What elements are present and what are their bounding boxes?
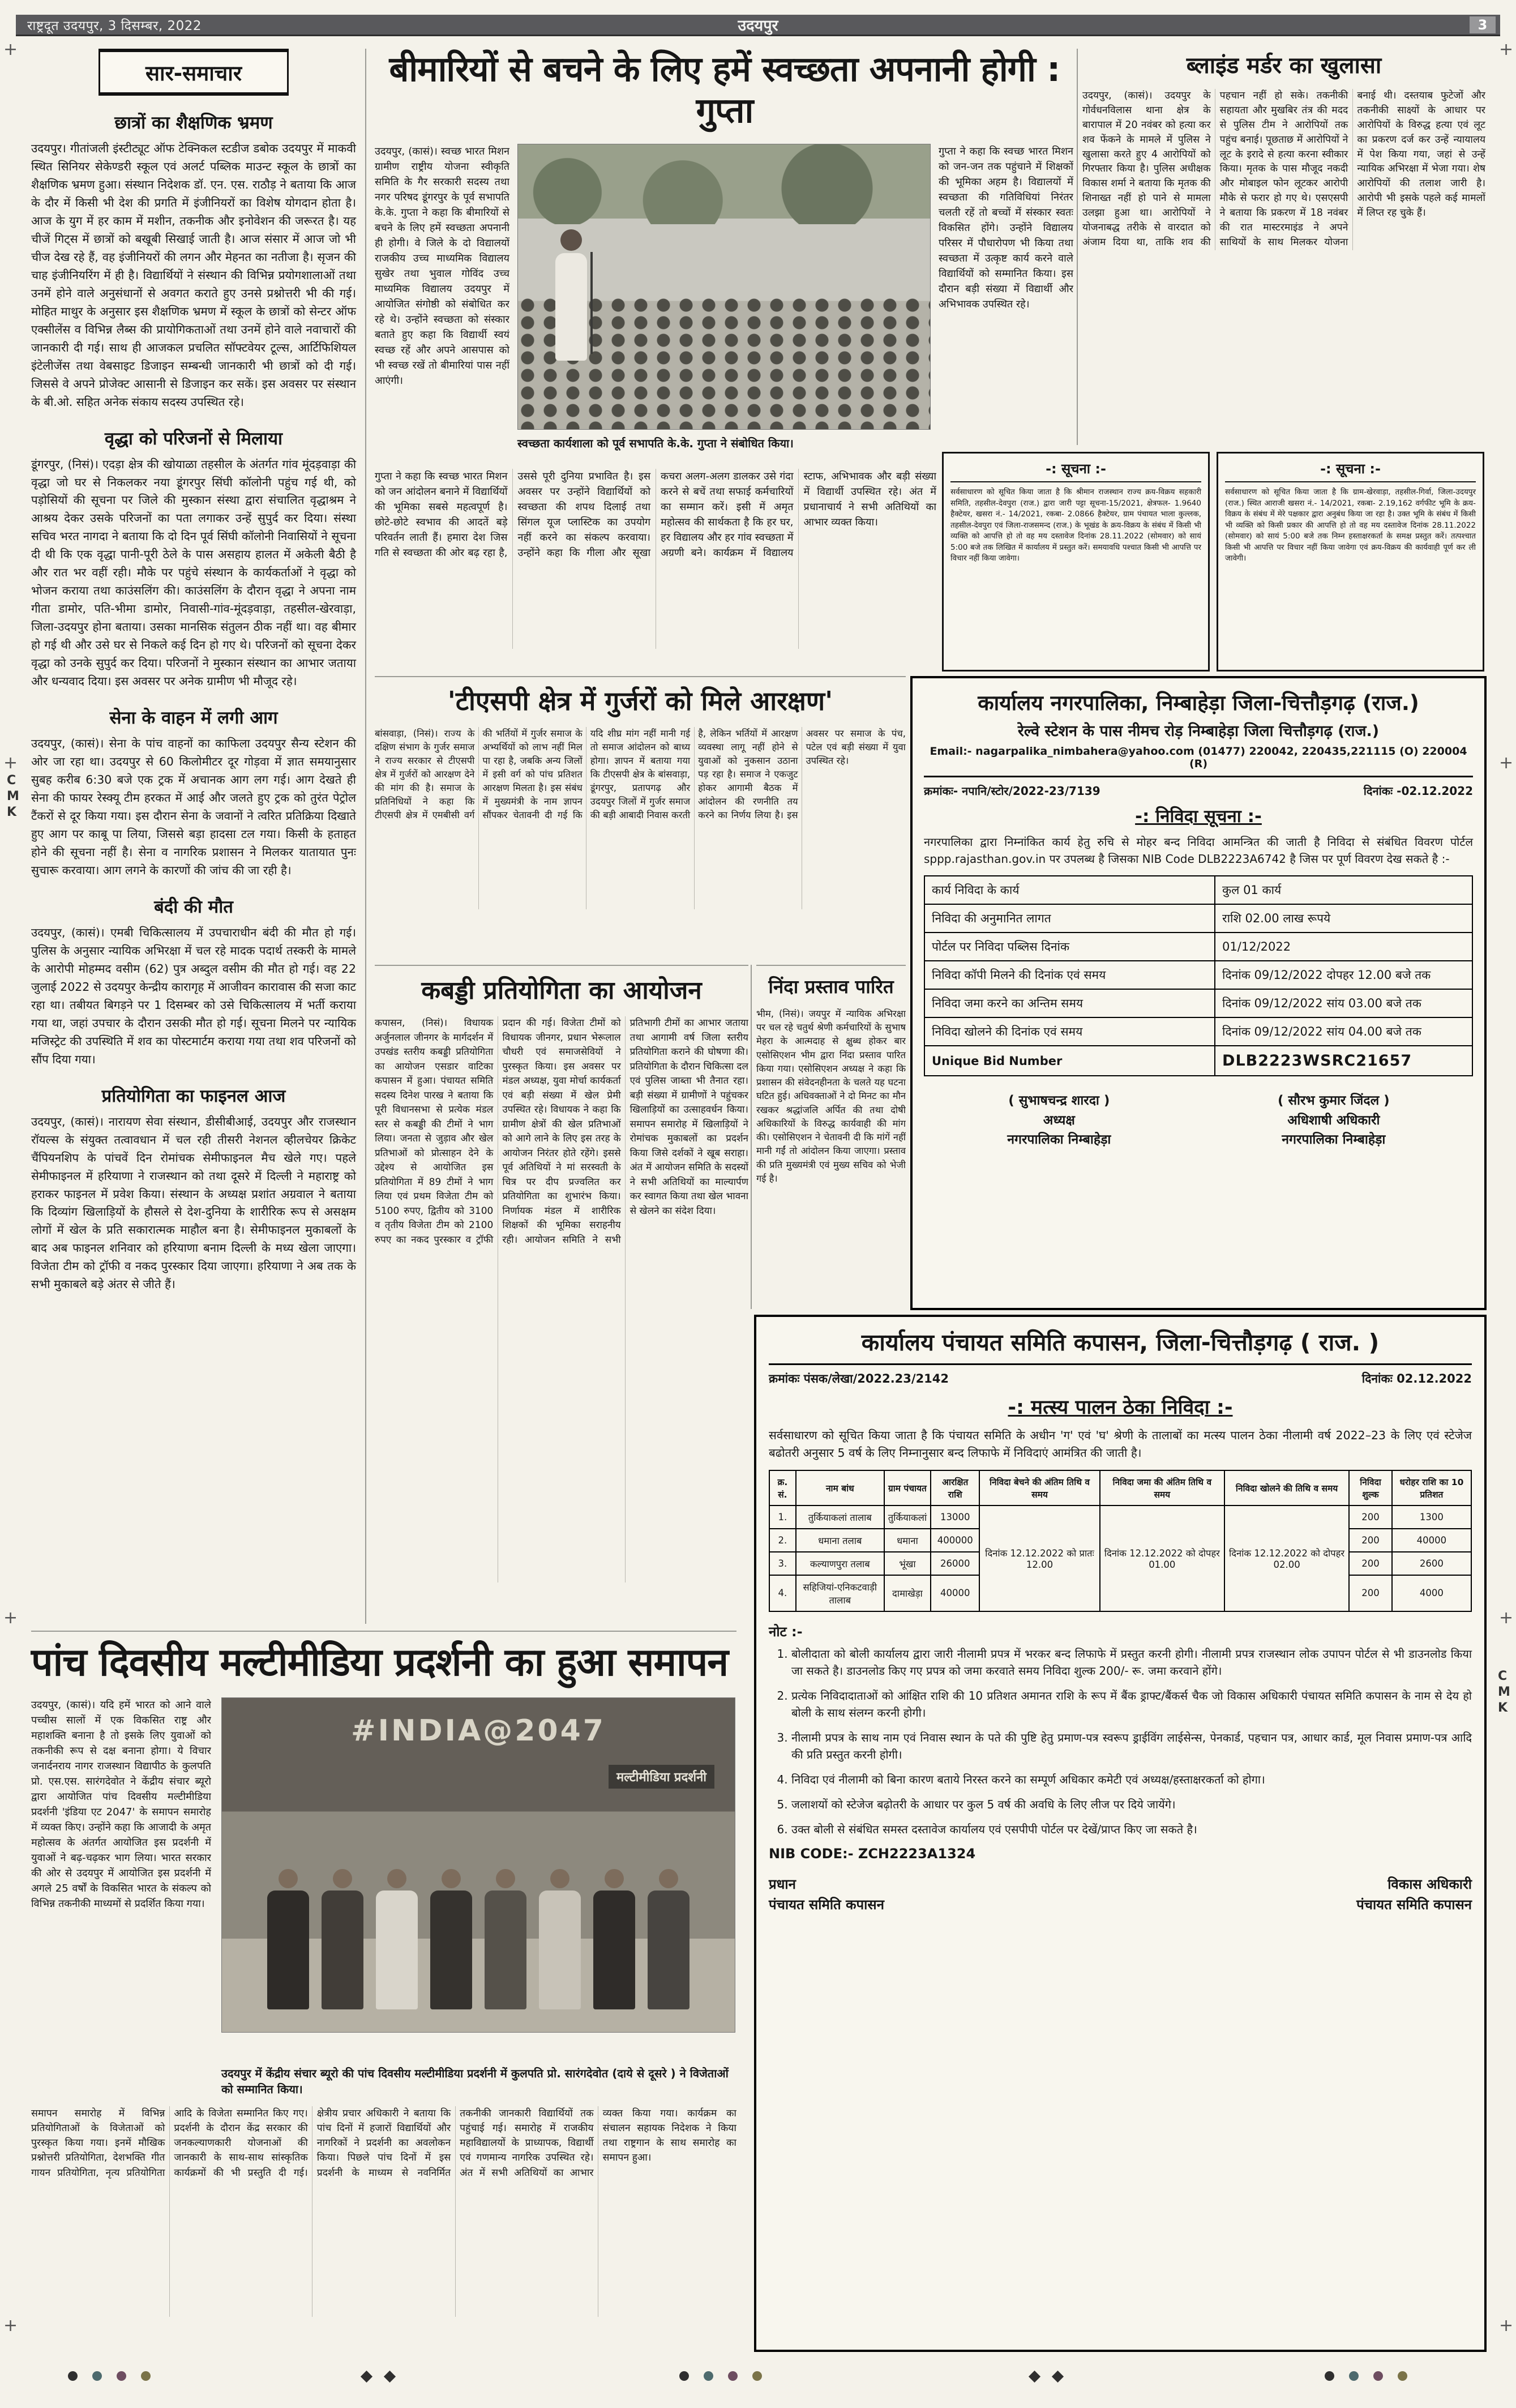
table-row: 4. सहिजियां-एनिकटवाड़ी तालाब दामाखेड़ा 40000 200 4000 (769, 1575, 1471, 1611)
photo-banner-text: #INDIA@2047 (351, 1713, 606, 1748)
cmk-m: M (1498, 1685, 1510, 1699)
row-value: राशि 02.00 लाख रूपये (1215, 904, 1472, 933)
cmk-m: M (7, 789, 19, 803)
masthead (16, 15, 1500, 36)
sign-name: ( सौरभ कुमार जिंदल ) (1277, 1093, 1390, 1108)
notice-body: सर्वसाधारण को सूचित किया जाता है कि श्रीमान राजस्थान राज्य क्रय-विक्रय सहकारी समिति, तहसील-देवपुरा (राज.) द्वारा जारी पट्टा सूचना-15/2021, क्षेत्रफल- 1.9640 हैक्टेयर, खसरा नं.- 14/2021, रकबा- 2.0866 हैक्टेयर, ग्राम पंचायत भाला कुल्लक, तहसील-देवपुरा एवं जिला-राजसमन्द (राज.) के भूखंड के क्रय-विक्रय के संबंध में किसी भी व्यक्ति को आपत्ति हो तो वह मय दस्तावेज दिनांक 28.11.2022 (सोमवार) को सायं 5:00 बजे तक लिखित में कार्यालय में प्रस्तुत करें। समयावधि पश्चात किसी भी आपत्ति पर विचार नहीं किया जावेगा। (950, 487, 1201, 563)
table-row (924, 961, 1472, 989)
tender2-signature-right (1356, 1874, 1472, 1915)
masthead-city: उदयपुर (738, 17, 778, 35)
crop-mark-icon: + (3, 40, 18, 59)
table-header-row (769, 1470, 1471, 1505)
row-label: निविदा कॉपी मिलने की दिनांक एवं समय (924, 961, 1215, 989)
tender1-signature-left (1007, 1091, 1111, 1150)
tender2-signature-left (769, 1874, 884, 1915)
notice-box (942, 452, 1210, 671)
tender-kapasan-box (754, 1315, 1487, 2352)
row-value: दिनांक 09/12/2022 सांय 04.00 बजे तक (1215, 1017, 1472, 1046)
merged-date-sell: दिनांक 12.12.2022 को प्रातः 12.00 (979, 1505, 1099, 1611)
crop-mark-icon: + (3, 2316, 18, 2336)
lead-body-columns: गुप्ता ने कहा कि स्वच्छ भारत मिशन को जन आंदोलन बनाने में विद्यार्थियों की भूमिका सबसे महत्वपूर्ण है। छोटे-छोटे स्वभाव की आदतें बड़े परिवर्तन लाती हैं। हमारा देश जिस गति से स्वच्छता की ओर बढ़ रहा है, उससे पूरी दुनिया प्रभावित है। इस अवसर पर उन्होंने विद्यार्थियों को स्वच्छता की शपथ दिलाई तथा सिंगल यूज प्लास्टिक का उपयोग नहीं करने का संकल्प करवाया। उन्होंने कहा कि गीला और सूखा कचरा अलग-अलग डालकर उसे गंदा करने से बचें तथा सफाई कर्मचारियों का सम्मान करें। इसी में अमृत महोत्सव की सार्थकता है कि हर घर, हर विद्यालय और हर गांव स्वच्छता में अग्रणी बने। कार्यक्रम में विद्यालय स्टाफ, अभिभावक और बड़ी संख्या में विद्यार्थी उपस्थित रहे। अंत में प्रधानाचार्य ने सभी अतिथियों का आभार व्यक्त किया। (375, 471, 936, 559)
col-header: आरक्षित राशि (931, 1470, 979, 1505)
article-headline: प्रतियोगिता का फाइनल आज (101, 1085, 286, 1106)
photo-speaker (554, 229, 588, 371)
table-row (924, 1017, 1472, 1046)
cmk-k: K (1498, 1701, 1508, 1715)
lead-headline: बीमारियों से बचने के लिए हमें स्वच्छता अपनानी होगी : गुप्ता (389, 49, 1060, 131)
registration-diamonds (362, 2372, 394, 2381)
multimedia-photo-caption: उदयपुर में केंद्रीय संचार ब्यूरो की पांच दिवसीय मल्टीमीडिया प्रदर्शनी में कुलपति प्रो. सारंगदेवोत (दाये से दूसरे ) ने विजेताओं को सम्मानित किया। (221, 2066, 729, 2096)
notice-title: -: सूचना :- (950, 459, 1201, 482)
col-header: निविदा बेचने की अंतिम तिथि व समय (979, 1470, 1099, 1505)
tender1-email-line: Email:- nagarpalika_nimbahera@yahoo.com (01477) 220042, 220435,221115 (O) 220004 (R) (924, 741, 1473, 777)
notice-box-row (942, 452, 1484, 671)
sign-name: ( सुभाषचन्द्र शारदा ) (1008, 1093, 1110, 1108)
cmk-k: K (7, 805, 17, 819)
table-row (924, 904, 1472, 933)
nib-code: NIB CODE:- ZCH2223A1324 (769, 1845, 976, 1862)
col-header: नाम बांध (796, 1470, 884, 1505)
col-header: क्र. सं. (769, 1470, 796, 1505)
lead-photo (517, 144, 931, 430)
registration-dots (1325, 2371, 1407, 2381)
col-header: धरोहर राशि का 10 प्रतिशत (1392, 1470, 1471, 1505)
table-row (924, 989, 1472, 1017)
col-header: निविदा शुल्क (1349, 1470, 1392, 1505)
tender2-title: कार्यालय पंचायत समिति कपासन, जिला-चित्तौड़गढ़ ( राज. ) (769, 1326, 1472, 1365)
article-body: उदयपुर, (कासं)। एमबी चिकित्सालय में उपचाराधीन बंदी की मौत हो गई। पुलिस के अनुसार न्यायिक अभिरक्षा में चल रहे मादक पदार्थ तस्करी के मामले के आरोपी मोहम्मद वसीम (62) पुत्र अब्दुल वसीम की मौत हो गई। वह 22 जुलाई 2022 से उदयपुर केन्द्रीय कारागृह में आजीवन कारावास की सजा काट रहा था। तबीयत बिगड़ने पर 1 दिसम्बर को उसे चिकित्सालय में भर्ती कराया गया था, जहां उपचार के दौरान उसकी मौत हो गई। सूचना मिलने पर न्यायिक मजिस्ट्रेट की उपस्थिति में शव का पोस्टमार्टम कराया गया तथा शव परिजनों को सौंप दिया गया। (31, 925, 356, 1066)
cmk-c: C (1498, 1669, 1508, 1683)
article-body: उदयपुर, (कासं)। सेना के पांच वाहनों का काफिला उदयपुर सैन्य स्टेशन की ओर जा रहा था। उदयपुर से 60 किलोमीटर दूर गोड़वा में ज्ञात समयानुसार सुबह करीब 6:30 बजे एक ट्रक में अचानक आग लग गई। आग देखते ही सेना की फायर रेस्क्यू टीम हरकत में आई और जलते हुए ट्रक को तुरंत पेट्रोल टैंकरों से दूर किया गया। इस दौरान सेना के जवानों ने त्वरित प्रतिक्रिया दिखाते हुए आग पर काबू पा लिया, जिससे बड़ा हादसा टल गया। किसी के हताहत होने की सूचना नहीं है। सेना व नागरिक प्रशासन ने मिलकर यातायात पुनः सुचारू करवाया। आग लगने के कारणों की जांच की जा रही है। (31, 737, 356, 877)
note-item: 6. उक्त बोली से संबंधित समस्त दस्तावेज कार्यालय एवं एसपीपी पोर्टल पर देखें/प्राप्त किए जा सकते है। (791, 1821, 1472, 1838)
lead-photo-stack (517, 144, 931, 459)
col-header: ग्राम पंचायत (884, 1470, 931, 1505)
note-item: 4. निविदा एवं नीलामी को बिना कारण बताये निरस्त करने का सम्पूर्ण अधिकार कमेटी एवं अध्यक्ष/हस्ताक्षरकर्ता को होगा। (791, 1771, 1472, 1788)
article-body: डूंगरपुर, (निसं)। एदड़ा क्षेत्र की खोयाळा तहसील के अंतर्गत गांव मूंदड़वाड़ा की वृद्धा जो घर से निकलकर नया डूंगरपुर सिंघी कॉलोनी पहुंच गई थी, को पड़ोसियों की सूचना पर जिले की मुस्कान संस्था द्वारा संचालित वृद्धाश्रम ने आश्रय देकर उसके परिजनों का पता लगाकर उन्हें सुपुर्द कर दिया। संस्था सचिव भरत नागदा ने बताया कि दो दिन पूर्व सिंघी कॉलोनी निवासियों ने सूचना दी थी कि एक वृद्धा पानी-पूरी ठेले के पास असहाय हालत में अकेली बैठी है और रात भर वहीं रही। मौके पर पहुंचे संस्थान के कार्यकर्ताओं ने वृद्धा को भोजन कराया तथा काउंसलिंग की। काउंसलिंग के दौरान वृद्धा ने अपना नाम गीता डामोर, पति-भीमा डामोर, निवासी-गांव-मूंदड़वाड़ा, तहसील-खेरवाड़ा, जिला-उदयपुर होना बताया। उसका मानसिक संतुलन ठीक नहीं था। वह बीमार हो गई थी और उसे घर से निकले कई दिन हो गए थे। परिजनों को सूचना देकर वृद्धा को उनके सुपुर्द कर दिया। परिजनों ने मुस्कान संस्थान का आभार जताया और धन्यवाद दिया। इस अवसर पर अनेक ग्रामीण भी मौजूद रहे। (31, 457, 356, 688)
article-headline: वृद्धा को परिजनों से मिलाया (104, 428, 283, 449)
crop-mark-icon: + (3, 753, 18, 773)
sign-role: अधिशाषी अधिकारी (1287, 1113, 1380, 1128)
column-rule (751, 965, 752, 1309)
note-item: 3. नीलामी प्रपत्र के साथ नाम एवं निवास स्थान के पते की पुष्टि हेतु प्रमाण-पत्र स्वरूप ड्राईविंग लाईसेन्स, पेनकार्ड, पहचान पत्र, आधार कार्ड, मूल निवास प्रमाण-पत्र आदि की प्रति प्रस्तुत करनी होगी। (791, 1729, 1472, 1763)
blind-body: उदयपुर, (कासं)। उदयपुर के गोर्वधनविलास थाना क्षेत्र के बारापाल में 20 नवंबर को हत्या कर शव फेंकने के मामले में पुलिस ने खुलासा करते हुए 4 आरोपियों को गिरफ्तार किया है। पुलिस अधीक्षक विकास शर्मा ने बताया कि मृतक की शिनाख्त नहीं हो पाने से मामला उलझा हुआ था। आरोपियों ने योजनाबद्ध तरीके से वारदात को अंजाम दिया था, ताकि शव की पहचान नहीं हो सके। तकनीकी सहायता और मुखबिर तंत्र की मदद से पुलिस टीम ने आरोपियों तक पहुंच बनाई। पूछताछ में आरोपियों ने लूट के इरादे से हत्या करना स्वीकार किया। मृतक के पास मौजूद नकदी और मोबाइल फोन लूटकर आरोपी मौके से फरार हो गए थे। एसएसपी ने बताया कि प्रकरण में 18 नवंबर की रात मास्टरमाइंड ने अपने साथियों के साथ मिलकर योजना बनाई थी। दस्तयाब फुटेजों और तकनीकी साक्ष्यों के आधार पर आरोपियों के विरुद्ध हत्या एवं लूट का प्रकरण दर्ज कर उन्हें न्यायालय में पेश किया गया, जहां से उन्हें न्यायिक अभिरक्षा में भेजा गया। शेष आरोपियों की तलाश जारी है। आरोपी भी इसके पहले कई मामलों में लिप्त रह चुके हैं। (1082, 90, 1485, 248)
note-item: 5. जलाशयों को स्टेजेज बढ़ोतरी के आधार पर कुल 5 वर्ष की अवधि के लिए लीज पर दिये जायेंगे। (791, 1796, 1472, 1813)
crop-mark-icon: + (1499, 1608, 1514, 1628)
ninda-body: भीम, (निसं)। जयपुर में न्यायिक अभिरक्षा पर चल रहे चतुर्थ श्रेणी कर्मचारियों के सुभाष मेहरा के आत्मदाह से क्षुब्ध होकर बार एसोसिएशन भीम द्वारा निंदा प्रस्ताव पारित किया गया। एसोसिएशन अध्यक्ष ने कहा कि प्रशासन की संवेदनहीनता के चलते यह घटना घटित हुई। अधिवक्ताओं ने दो मिनट का मौन रखकर श्रद्धांजलि अर्पित की तथा दोषी अधिकारियों के विरुद्ध कार्यवाही की मांग की। एसोसिएशन ने चेतावनी दी कि मांगें नहीं मानी गईं तो आंदोलन किया जाएगा। प्रस्ताव की प्रति मुख्यमंत्री एवं मुख्य सचिव को भेजी गई है। (756, 1008, 906, 1184)
table-row: 3. कल्याणपुरा तलाब भूंखा 26000 200 2600 (769, 1552, 1471, 1575)
tender2-table (769, 1470, 1472, 1612)
section-kabaddi (375, 965, 748, 1619)
article-body: उदयपुर, (कासं)। नारायण सेवा संस्थान, डीसीबीआई, उदयपुर और राजस्थान रॉयल्स के संयुक्त तत्वावधान में चल रही तीसरी नेशनल व्हीलचेयर क्रिकेट चैंपियनशिप के पांचवें दिन रोमांचक सेमीफाइनल मैच खेले गए। पहले सेमीफाइनल में हरियाणा ने राजस्थान को तथा दूसरे में दिल्ली ने महाराष्ट्र को हराकर फाइनल में प्रवेश किया। संस्थान के अध्यक्ष प्रशांत अग्रवाल ने बताया कि दिव्यांग खिलाड़ियों के हौसले से देश-दुनिया के शारीरिक रूप से असक्षम लोगों में खेल के प्रति सकारात्मक माहौल बना है। सेमीफाइनल मुकाबलों के बाद अब फाइनल शनिवार को हरियाणा बनाम दिल्ली के मध्य खेला जाएगा। विजेता टीम को ट्रॉफी व नकद पुरस्कार दिया जाएगा। हरियाणा ने अब तक के सभी मुकाबले बड़े अंतर से जीते हैं। (31, 1114, 356, 1291)
sign-org: नगरपालिका निम्बाहेड़ा (1282, 1132, 1386, 1147)
tender1-table (924, 875, 1473, 1076)
registration-dots (68, 2371, 151, 2381)
multimedia-photo (221, 1697, 735, 2033)
row-label: निविदा की अनुमानित लागत (924, 904, 1215, 933)
sign-role: विकास अधिकारी (1387, 1876, 1472, 1892)
tender1-heading: -: निविदा सूचना :- (1135, 806, 1262, 827)
merged-date-open: दिनांक 12.12.2022 को दोपहर 02.00 (1224, 1505, 1349, 1611)
table-row (924, 933, 1472, 961)
sign-org: पंचायत समिति कपासन (769, 1896, 884, 1913)
blind-headline: ब्लाइंड मर्डर का खुलासा (1186, 53, 1382, 79)
saar-article (31, 1084, 356, 1294)
row-label: पोर्टल पर निविदा पब्लिस दिनांक (924, 933, 1215, 961)
crop-mark-icon: + (1499, 40, 1514, 59)
lead-intro-column: उदयपुर, (कासं)। स्वच्छ भारत मिशन ग्रामीण राष्ट्रीय योजना स्वीकृति समिति के गैर सरकारी सदस्य तथा नगर परिषद डूंगरपुर के पूर्व सभापति के.के. गुप्ता ने कहा कि बीमारियों से बचने के लिए हमें स्वच्छता अपनानी ही होगी। वे जिले के दो विद्यालयों राजकीय उच्च माध्यमिक विद्यालय सुखेर तथा भुवाल गोविंद उच्च माध्यमिक विद्यालय उदयपुर में आयोजित संगोष्ठी को संबोधित कर रहे थे। उन्होंने स्वच्छता को संस्कार बताते हुए कहा कि विद्यार्थी स्वयं स्वच्छ रहें और अपने आसपास को भी स्वच्छ रखें तो बीमारियां पास नहीं आएंगी। (375, 146, 509, 387)
note-item: 1. बोलीदाता को बोली कार्यालय द्वारा जारी नीलामी प्रपत्र में भरकर बन्द लिफाफे में प्रस्तुत करनी होगी। नीलामी प्रपत्र राजस्थान लोक उपापन पोर्टल से भी डाउनलोड किया जा सकते है। डाउनलोड किए गए प्रपत्र को जमा करवाते समय निविदा शुल्क 200/- रू. जमा करवाने होंगे। (791, 1645, 1472, 1679)
crop-mark-icon: + (3, 1608, 18, 1628)
multimedia-headline: पांच दिवसीय मल्टीमीडिया प्रदर्शनी का हुआ समापन (31, 1640, 728, 1685)
tsp-body: बांसवाड़ा, (निसं)। राज्य के दक्षिण संभाग के गुर्जर समाज ने राज्य सरकार से टीएसपी क्षेत्र में गुर्जरों को आरक्षण देने की मांग की है। समाज के प्रतिनिधियों ने कहा कि टीएसपी क्षेत्र में एमबीसी वर्ग की भर्तियों में गुर्जर समाज के अभ्यर्थियों को लाभ नहीं मिल पा रहा है, जबकि अन्य जिलों में इसी वर्ग को पांच प्रतिशत आरक्षण मिलता है। इस संबंध में मुख्यमंत्री के नाम ज्ञापन सौंपकर चेतावनी दी गई कि यदि शीघ्र मांग नहीं मानी गई तो समाज आंदोलन को बाध्य होगा। ज्ञापन में बताया गया कि टीएसपी क्षेत्र के बांसवाड़ा, डूंगरपुर, प्रतापगढ़ और उदयपुर जिलों में गुर्जर समाज की बड़ी आबादी निवास करती है, लेकिन भर्तियों में आरक्षण व्यवस्था लागू नहीं होने से युवाओं को नुकसान उठाना पड़ रहा है। समाज ने एकजुट होकर आगामी बैठक में आंदोलन की रणनीति तय करने का निर्णय लिया है। इस अवसर पर समाज के पंच, पटेल एवं बड़ी संख्या में युवा उपस्थित रहे। (375, 728, 906, 820)
photo-mic-stand (590, 252, 593, 354)
row-value: 01/12/2022 (1215, 933, 1472, 961)
sign-org: नगरपालिका निम्बाहेड़ा (1007, 1132, 1111, 1147)
registration-dots (679, 2371, 762, 2381)
merged-date-deposit: दिनांक 12.12.2022 को दोपहर 01.00 (1100, 1505, 1224, 1611)
saar-article (31, 426, 356, 691)
row-label: कार्य निविदा के कार्य (924, 876, 1215, 904)
cmk-mark-left (7, 775, 19, 819)
row-value: दिनांक 09/12/2022 दोपहर 12.00 बजे तक (1215, 961, 1472, 989)
multimedia-body-columns: समापन समारोह में विभिन्न प्रतियोगिताओं के विजेताओं को पुरस्कृत किया गया। इनमें मौखिक प्रश्नोत्तरी प्रतियोगिता, देशभक्ति गीत गायन प्रतियोगिता, नृत्य प्रतियोगिता आदि के विजेता सम्मानित किए गए। प्रदर्शनी के दौरान केंद्र सरकार की जनकल्याणकारी योजनाओं की जानकारी के साथ-साथ सांस्कृतिक कार्यक्रमों की भी प्रस्तुति दी गई। क्षेत्रीय प्रचार अधिकारी ने बताया कि पांच दिनों में हजारों विद्यार्थियों और नागरिकों ने प्रदर्शनी का अवलोकन किया। पिछले पांच दिनों में इस प्रदर्शनी के माध्यम से नवनिर्मित तकनीकी जानकारी विद्यार्थियों तक पहुंचाई गई। समारोह में राजकीय महाविद्यालयों के प्राध्यापक, विद्यार्थी एवं गणमान्य नागरिक उपस्थित रहे। अंत में सभी अतिथियों का आभार व्यक्त किया गया। कार्यक्रम का संचालन सहायक निदेशक ने किया तथा राष्ट्रगान के साथ समारोह का समापन हुआ। (31, 2107, 736, 2179)
tender1-ref: क्रमांकः- नपानि/स्टोर/2022-23/7139 (924, 784, 1100, 798)
tender1-title: कार्यालय नगरपालिका, निम्बाहेड़ा जिला-चित्तौड़गढ़ (राज.) (978, 691, 1419, 715)
crop-mark-icon: + (1499, 2316, 1514, 2336)
sign-role: प्रधान (769, 1876, 796, 1892)
photo-trees (518, 144, 930, 224)
section-tsp (375, 676, 906, 909)
article-headline: सेना के वाहन में लगी आग (109, 708, 278, 729)
tender2-ref: क्रमांकः पंसक/लेखा/2022.23/2142 (769, 1372, 949, 1385)
row-label: निविदा जमा करने का अन्तिम समय (924, 989, 1215, 1017)
notes-list (769, 1645, 1472, 1838)
col-header: निविदा खोलने की तिथि व समय (1224, 1470, 1349, 1505)
note-item: 2. प्रत्येक निविदादाताओं को आंक्षित राशि की 10 प्रतिशत अमानत राशि के रूप में बैंक ड्राफ्ट/बैंकर्स चैक जो विकास अधिकारी पंचायत समिति कपासन के नाम से देय हो बोली के साथ संलग्न करनी होगी। (791, 1687, 1472, 1721)
crop-mark-icon: + (1499, 753, 1514, 773)
photo-people (222, 1869, 735, 2009)
saar-article (31, 705, 356, 880)
article-body: उदयपुर। गीतांजली इंस्टीट्यूट ऑफ टेक्निकल स्टडीज डबोक उदयपुर में माकवी स्थित सिनियर सेकेण्डरी स्कूल एवं अलर्ट पब्लिक माउन्ट स्कूल के छात्रों का शैक्षणिक भ्रमण हुआ। संस्थान निदेशक डॉ. एन. एस. राठौड़ ने बताया कि आज के दौर में किसी भी देश की प्रगति में इंजीनियरों का विशेष योगदान होता है। आज के युग में हर काम में मशीन, तकनीक और इनोवेशन की जरूरत है। यह चीजें गिट्स में छात्रों को बखूबी सिखाई जाती है। आज संसार में आज जो भी चीज देख रहे हैं, वह इंजीनियरों की लगन और मेहनत का नतीजा है। सृजन की चाह इंजीनियरिंग में ही है। विद्यार्थियों ने संस्थान की विभिन्न प्रयोगशालाओं तथा उनमें होने वाले अनुसंधानों से अवगत कराते हुए उनसे प्रश्नोत्तरी भी की गई। मोहित माथुर के अनुसार इस शैक्षणिक भ्रमण में स्कूल के छात्रों को सेन्टर ऑफ एक्सीलेंस व विभिन्न लैब्स की प्रायोगिकताओं तथा उनमें होने वाले नवाचारों की जानकारी दी गई। साथ ही आजकल प्रचलित सॉफ्टवेयर टूल्स, आर्टिफिशियल इंटेलीजेंस तथा वेबसाइट डिजाइन सम्बन्धी जानकारी भी छात्रों को दी गई। जिससे वे अपने प्रोजेक्ट आसानी से डिजाइन कर सकें। इस अवसर पर संस्थान के बी.ओ. सहित अनेक संकाय सदस्य उपस्थित रहे। (31, 142, 356, 409)
cmk-c: C (7, 773, 16, 788)
cmk-mark-right (1498, 1670, 1510, 1714)
lead-photo-caption: स्वच्छता कार्यशाला को पूर्व सभापति के.के. गुप्ता ने संबोधित किया। (517, 437, 794, 451)
row-value: दिनांक 09/12/2022 सांय 03.00 बजे तक (1215, 989, 1472, 1017)
section-ninda (756, 965, 906, 1309)
kabaddi-headline: कबड्डी प्रतियोगिता का आयोजन (421, 976, 702, 1005)
saar-article (31, 895, 356, 1069)
lead-intro-column-2: गुप्ता ने कहा कि स्वच्छ भारत मिशन को जन-जन तक पहुंचाने में शिक्षकों की भूमिका अहम है। विद्यालयों में स्वच्छता की गतिविधियां निरंतर चलती रहें तो बच्चों में संस्कार स्वतः विकसित होंगे। उन्होंने विद्यालय परिसर में पौधारोपण भी किया तथा स्वच्छता में उत्कृष्ट कार्य करने वाले विद्यार्थियों को सम्मानित किया। इस दौरान बड़ी संख्या में विद्यार्थी और अभिभावक उपस्थित रहे। (939, 146, 1073, 311)
tender1-date: दिनांकः -02.12.2022 (1363, 784, 1473, 798)
section-saar-samachar (31, 49, 366, 1624)
table-row: 2. धमाना तलाब धमाना 400000 200 40000 (769, 1529, 1471, 1552)
section-blind-murder (1082, 49, 1485, 445)
row-label: Unique Bid Number (924, 1046, 1215, 1076)
notice-body: सर्वसाधारण को सूचित किया जाता है कि ग्राम-खेरवाड़ा, तहसील-गिर्वा, जिला-उदयपुर (राज.) स्थित आराजी खसरा नं.- 14/2021, रकबा- 2.19,162 वर्गफीट भूमि के क्रय-विक्रय के संबंध में मेरे पक्षकार द्वारा अनुबंध किया जा रहा है। उक्त भूमि के संबंध में किसी भी व्यक्ति को किसी प्रकार की आपत्ति हो तो वह मय दस्तावेज दिनांक 28.11.2022 (सोमवार) को सायं 5:00 बजे तक निम्न हस्ताक्षरकर्ता के समक्ष प्रस्तुत करें। तत्पश्चात किसी भी आपत्ति पर विचार नहीं किया जावेगा एवं क्रय-विक्रय की कार्यवाही पूर्ण कर ली जावेगी। (1225, 487, 1476, 563)
tender1-signature-right (1278, 1091, 1390, 1150)
page-number: 3 (1470, 16, 1496, 33)
tender-nagarpalika-box (910, 676, 1487, 1310)
photo-strip-text: मल्टीमीडिया प्रदर्शनी (609, 1765, 714, 1789)
tsp-headline: 'टीएसपी क्षेत्र में गुर्जरों को मिले आरक्षण' (447, 686, 833, 716)
sign-role: अध्यक्ष (1043, 1113, 1075, 1128)
row-value: DLB2223WSRC21657 (1215, 1046, 1472, 1076)
tender2-heading: -: मत्स्य पालन ठेका निविदा :- (1008, 1396, 1233, 1419)
registration-diamonds (1030, 2372, 1062, 2381)
saar-article (31, 110, 356, 412)
tender2-intro: सर्वसाधारण को सूचित किया जाता है कि पंचायत समिति के अधीन 'ग' एवं 'घ' श्रेणी के तालाबों का मत्स्य पालन ठेका नीलामी वर्ष 2022–23 के लिए एवं स्टेजेज बढोतरी अनुसार 5 वर्ष के लिए निम्नानुसार बन्द लिफाफे में निविदाएं आमंत्रित की जाती है। (769, 1428, 1472, 1460)
tender1-intro: नगरपालिका द्वारा निम्नांकित कार्य हेतु रुचि से मोहर बन्द निविदा आमन्त्रित की जाती है निविदा से संबंधित विवरण पोर्टल sppp.rajasthan.gov.in पर उपलब्ध है जिसका NIB Code DLB2223A6742 है जिस पर पूर्ण विवरण देख सकते है :- (924, 835, 1473, 866)
row-label: निविदा खोलने की दिनांक एवं समय (924, 1017, 1215, 1046)
masthead-date: राष्ट्रदूत उदयपुर, 3 दिसम्बर, 2022 (27, 18, 202, 33)
column-rule (1077, 49, 1078, 445)
sign-org: पंचायत समिति कपासन (1356, 1896, 1472, 1913)
table-row: 1. तुर्कियाकलां तालाब तुर्कियाकलां 13000 दिनांक 12.12.2022 को प्रातः 12.00 दिनांक 12.12.2022 को दोपहर 01.00 दिनांक 12.12.2022 को दोपहर 02.00 200 1300 (769, 1505, 1471, 1529)
notes-title: नोट :- (769, 1623, 803, 1640)
ninda-headline: निंदा प्रस्ताव पारित (768, 976, 894, 998)
notice-box (1217, 452, 1484, 671)
tender1-subtitle: रेल्वे स्टेशन के पास नीमच रोड़ निम्बाहेड़ा जिला चित्तौड़गढ़ (राज.) (1017, 722, 1380, 740)
saar-title: सार-समाचार (99, 49, 289, 96)
multimedia-left-column: उदयपुर, (कासं)। यदि हमें भारत को आने वाले पच्चीस सालों में एक विकसित राष्ट्र और महाशक्ति बनाना है तो इसके लिए युवाओं को तकनीकी रूप से दक्ष बनाना होगा। ये विचार जनार्दनराय नागर राजस्थान विद्यापीठ के कुलपति प्रो. एस.एस. सारंगदेवोत ने केंद्रीय संचार ब्यूरो द्वारा आयोजित पांच दिवसीय मल्टीमीडिया प्रदर्शनी 'इंडिया एट 2047' के समापन समारोह में व्यक्त किए। उन्होंने कहा कि आजादी के अमृत महोत्सव के अंतर्गत आयोजित इस प्रदर्शनी में युवाओं ने बढ़-चढ़कर भाग लिया। भारत सरकार की ओर से उदयपुर में आयोजित इस प्रदर्शनी में अगले 25 वर्षों के विकसित भारत के संकल्प को विभिन्न तकनीकी माध्यमों से प्रदर्शित किया गया। (31, 1699, 211, 1910)
notice-title: -: सूचना :- (1225, 459, 1476, 482)
col-header: निविदा जमा की अंतिम तिथि व समय (1100, 1470, 1224, 1505)
table-row-unique-bid (924, 1046, 1472, 1076)
section-multimedia (31, 1631, 736, 2317)
kabaddi-body: कपासन, (निसं)। विधायक अर्जुनलाल जीनगर के मार्गदर्शन में उपखंड स्तरीय कबड्डी प्रतियोगिता का आयोजन एसडार वाटिका कपासन में हुआ। पंचायत समिति सदस्य दिनेश पारख ने बताया कि पूरी विधानसभा से प्रत्येक मंडल स्तर से कबड्डी की टीमों ने भाग लिया। जनता से जुड़ाव और खेल प्रतिभाओं को प्रोत्साहन देने के उद्देश्य से आयोजित इस प्रतियोगिता में 89 टीमों ने भाग लिया एवं प्रथम विजेता टीम को 5100 रुपए, द्वितीय को 3100 व तृतीय विजेता टीम को 2100 रुपए का नकद पुरस्कार व ट्रॉफी प्रदान की गई। विजेता टीमों को विधायक जीनगर, प्रधान भेरूलाल चौधरी एवं समाजसेवियों ने पुरस्कृत किया। इस अवसर पर मंडल अध्यक्ष, युवा मोर्चा कार्यकर्ता एवं बड़ी संख्या में खेल प्रेमी उपस्थित रहे। विधायक ने कहा कि ग्रामीण क्षेत्रों की खेल प्रतिभाओं को आगे लाने के लिए इस तरह के आयोजन निरंतर होते रहेंगे। इससे पूर्व अतिथियों ने मां सरस्वती के चित्र पर दीप प्रज्वलित कर प्रतियोगिता का शुभारंभ किया। निर्णायक मंडल में शारीरिक शिक्षकों की भूमिका सराहनीय रही। आयोजन समिति ने सभी प्रतिभागी टीमों का आभार जताया तथा आगामी वर्ष जिला स्तरीय प्रतियोगिता कराने की घोषणा की। प्रतियोगिता के दौरान चिकित्सा दल एवं पुलिस जाब्ता भी तैनात रहा। बड़ी संख्या में ग्रामीणों ने पहुंचकर खिलाड़ियों का उत्साहवर्धन किया। समापन समारोह में खिलाड़ियों ने रोमांचक मुकाबलों का प्रदर्शन किया जिसे दर्शकों ने खूब सराहा। अंत में आयोजन समिति के सदस्यों ने सभी अतिथियों का माल्यार्पण कर स्वागत किया तथा खेल भावना से खेलने का संदेश दिया। (375, 1017, 748, 1246)
table-row (924, 876, 1472, 904)
tender2-date: दिनांकः 02.12.2022 (1361, 1372, 1472, 1385)
article-headline: बंदी की मौत (154, 896, 233, 917)
article-headline: छात्रों का शैक्षणिक भ्रमण (114, 113, 273, 133)
row-value: कुल 01 कार्य (1215, 876, 1472, 904)
